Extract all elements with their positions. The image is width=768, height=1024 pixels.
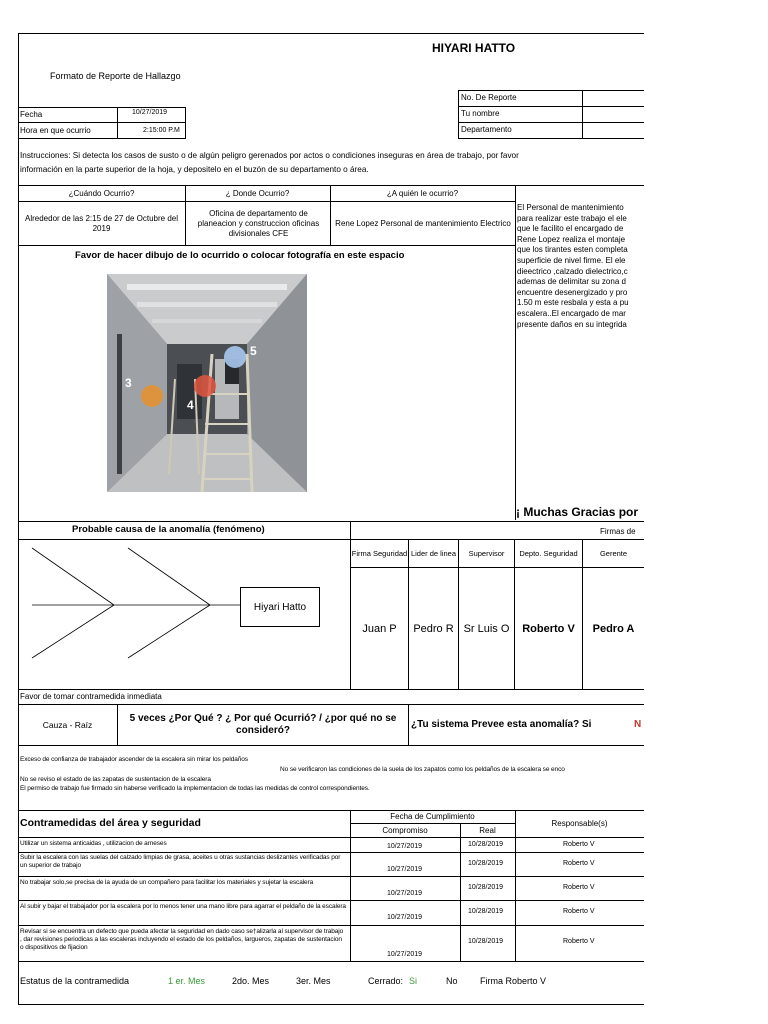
donde-answer: Oficina de departamento de planeacion y construccion oficinas divisionales CFE [197,208,320,238]
cuando-header: ¿Cuándo Ocurrio? [68,189,135,198]
marker-5-dot [224,346,246,368]
firma-seguridad-name: Juan P [362,622,397,635]
instructions-line1: Instrucciones: Si detecta los casos de susto o de algún peligro gerenados por actos o condiciones inseguras en área de trabajo, por favor [20,151,519,160]
page-subtitle: Formato de Reporte de Hallazgo [50,71,181,81]
description-block: El Personal de mantenimiento para realizar este trabajo el ele que le facilito el encargado de Rene Lopez realiza el montaje que los tirantes esten completa superficie de nivel firme. El ele dieectrico ,calzado dielectrico,c ademas de delimitar su zona d encuentre desenergizado y pro 1.50 m este resbala y esta a pu escalera..El encargado de mar presente daños en su integrida [517,203,629,329]
status-no[interactable]: No [446,976,458,986]
status-cerrado-label: Cerrado: [368,976,404,986]
departamento-field[interactable] [583,123,644,138]
departamento-label: Departamento [461,125,512,134]
measure-row-5-real: 10/28/2019 [468,938,504,945]
measure-row-1-text: Utilizar un sistema anticaidas , utilizacion de arneses [20,840,167,847]
lider-linea-name: Pedro R [413,622,454,635]
marker-4: 4 [187,398,194,412]
marker-4-dot [194,375,216,397]
fecha-value: 10/27/2019 [132,109,168,116]
supervisor-header: Supervisor [468,548,505,558]
nombre-label: Tu nombre [461,109,500,118]
real-header: Real [479,825,496,835]
firma-seguridad-header: Firma Seguridad [351,548,408,558]
fecha-label: Fecha [20,110,43,119]
why-label: 5 veces ¿Por Qué ? ¿ Por qué Ocurrió? / ¿por qué no se consideró? [129,713,397,736]
status-month-3[interactable]: 3er. Mes [296,976,331,986]
depto-seguridad-header: Depto. Seguridad [519,548,578,558]
hora-value: 2:15:00 P.M [143,127,180,134]
measure-row-3-resp: Roberto V [563,884,595,891]
cause-title: Probable causa de la anomalía (fenómeno) [72,524,265,535]
photo-caption: Favor de hacer dibujo de lo ocurrido o colocar fotografía en este espacio [75,250,405,261]
measure-row-1-real: 10/28/2019 [468,841,504,848]
cause-root-label: Cauza - Raíz [42,720,93,730]
measure-row-2-resp: Roberto V [563,860,595,867]
donde-header: ¿ Donde Ocurrio? [225,189,290,198]
page-title: HIYARI HATTO [432,41,516,55]
status-si[interactable]: Si [409,976,418,986]
gerente-name: Pedro A [592,622,635,635]
marker-3-dot [141,385,163,407]
left-border [18,33,19,1005]
gerente-header: Gerente [599,548,628,558]
quien-header: ¿A quién le ocurrio? [386,189,459,198]
incident-photo [107,274,307,492]
no-reporte-field[interactable] [583,91,644,106]
measure-row-2-text: Subir la escalera con las suelas del calzado limpias de grasa, aceites u otras sustancias deslizantes verificadas por un superior de trabajo [20,854,341,869]
hora-label: Hora en que ocurrio [20,126,91,135]
measure-row-1-resp: Roberto V [563,841,595,848]
measures-title: Contramedidas del área y seguridad [20,817,201,829]
prevee-no[interactable]: N [634,719,642,730]
measure-row-2-real: 10/28/2019 [468,860,504,867]
status-firma: Firma Roberto V [480,976,547,986]
measure-row-4-text: Al subir y bajar el trabajador por la escalera por lo menos tener una mano libre para agarrar el peldaño de la escalera [20,903,346,910]
quien-answer: Rene Lopez Personal de mantenimiento Electrico [335,218,511,228]
top-border [18,33,644,34]
marker-3: 3 [125,376,132,390]
lider-linea-header: Lider de linea [410,548,457,558]
responsable-header: Responsable(s) [551,819,608,828]
why-list: Exceso de confianza de trabajador ascender de la escalera sin mirar los peldaños No se verificaron las condiciones de la suela de los zapatos como los peldaños de la escalera se enco No se reviso el estado de las zapatas de sustentacion de la escalera El permiso de trabajo fue firmado sin haberse verificado la implementacion de todas las medidas de control correspondientes. [20,756,565,792]
supervisor-name: Sr Luis O [463,622,510,635]
hiyari-hatto-box: Hiyari Hatto [240,587,320,627]
thanks-text: ¡ Muchas Gracias por [516,505,639,519]
status-label: Estatus de la contramedida [20,976,130,986]
compromiso-header: Compromiso [382,825,428,835]
fecha-cumplimiento-header: Fecha de Cumplimiento [390,812,475,821]
measure-row-4-real: 10/28/2019 [468,908,504,915]
status-month-1[interactable]: 1 er. Mes [168,976,206,986]
measure-row-3-compromiso: 10/27/2019 [387,890,423,897]
measure-row-5-text: Revisar si se encuentra un defecto que pueda afectar la seguridad en dado caso se†alizarla al supervisor de trabajo , dar revisiones periodicas a las escaleras incluyendo el estado de los peldaños, largueros, zapatas de sustentacion o dispositivos de fijacion [20,928,344,951]
measure-row-2-compromiso: 10/27/2019 [387,866,423,873]
firmas-title: Firmas de [600,527,636,536]
depto-seguridad-name: Roberto V [522,622,575,635]
measure-row-3-text: No trabajar solo,se precisa de la ayuda de un compañero para facilitar los materiales y sujetar la escalera [20,879,314,886]
marker-5: 5 [250,344,257,358]
measure-row-3-real: 10/28/2019 [468,884,504,891]
measure-row-1-compromiso: 10/27/2019 [387,843,423,850]
hallway-photo-illustration [107,274,307,492]
measure-row-5-compromiso: 10/27/2019 [387,951,423,958]
nombre-field[interactable] [583,107,644,122]
prevee-label: ¿Tu sistema Prevee esta anomalía? Si [411,719,592,730]
cuando-answer: Alrededor de las 2:15 de 27 de Octubre del 2019 [25,213,178,233]
bottom-border [18,1004,644,1005]
no-reporte-label: No. De Reporte [461,93,517,102]
measure-row-5-resp: Roberto V [563,938,595,945]
measure-row-4-resp: Roberto V [563,908,595,915]
measure-row-4-compromiso: 10/27/2019 [387,914,423,921]
status-month-2[interactable]: 2do. Mes [232,976,270,986]
instructions-line2: información en la parte superior de la hoja, y depositelo en el buzón de su departamento o área. [20,165,369,174]
contramedida-note: Favor de tomar contramedida inmediata [20,692,162,701]
